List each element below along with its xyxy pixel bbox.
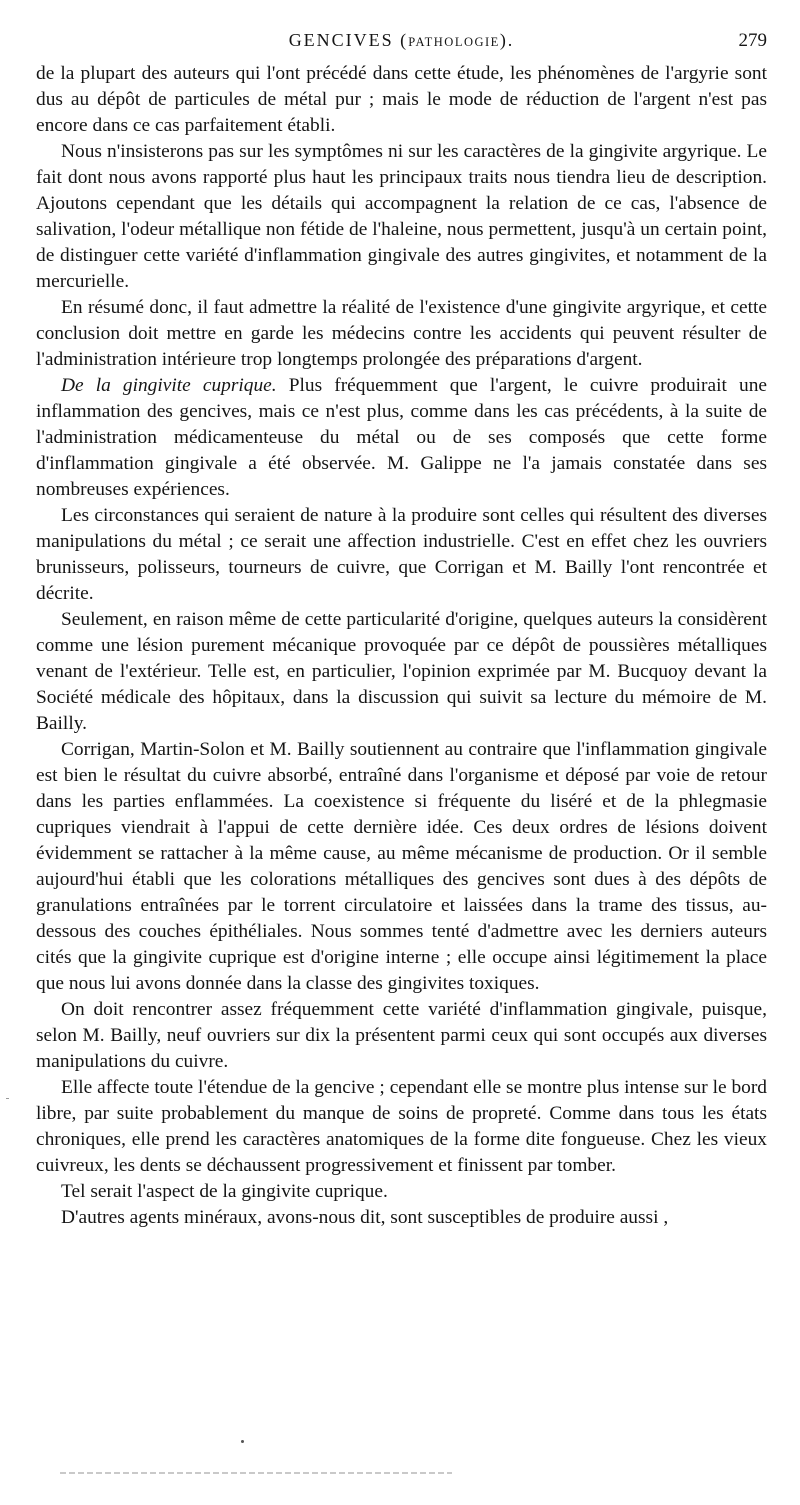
body-text [36, 61, 767, 1231]
section-heading-gingivite-cuprique: De la gingivite cuprique. [61, 375, 277, 396]
paragraph-7: Corrigan, Martin-Solon et M. Bailly soutiennent au contraire que l'inflammation gingivale est bien le résultat du cuivre absorbé, entraîné dans l'organisme et déposé par voie de retour dans les parties enflammées. La coexistence si fréquente du liséré et de la phlegmasie cupriques viendrait à l'appui de cette dernière idée. Ces deux ordres de lésions doivent évidemment se rattacher à la même cause, au même mécanisme de production. Or il semble aujourd'hui établi que les colorations métalliques des gencives sont dues à des dépôts de granulations entraînées par le torrent circulatoire et laissées dans la trame des tissus, au-dessous des couches épithéliales. Nous sommes tenté d'admettre avec les derniers auteurs cités que la gingivite cuprique est d'origine interne ; elle occupe ainsi légitimement la place que nous lui avons donnée dans la classe des gingivites toxiques. [36, 739, 767, 994]
running-title [36, 30, 767, 51]
running-title-main: GENCIVES ( [288, 30, 409, 50]
paragraph-1: de la plupart des auteurs qui l'ont précédé dans cette étude, les phénomènes de l'argyrie sont dus au dépôt de particules de métal pur ; mais le mode de réduction de l'argent n'est pas encore dans ce cas parfaitement établi. [36, 63, 767, 136]
bleed-through-line [60, 1472, 452, 1474]
margin-speck [6, 1098, 9, 1099]
paragraph-5: Les circonstances qui seraient de nature à la produire sont celles qui résultent des diverses manipulations du métal ; ce serait une affection industrielle. C'est en effet chez les ouvriers brunisseurs, polisseurs, tourneurs de cuivre, que Corrigan et M. Bailly l'ont rencontrée et décrite. [36, 505, 767, 604]
paragraph-10: Tel serait l'aspect de la gingivite cuprique. [61, 1181, 388, 1202]
paragraph-2: Nous n'insisterons pas sur les symptômes ni sur les caractères de la gingivite argyrique. Le fait dont nous avons rapporté plus haut les principaux traits nous tiendra lieu de description. Ajoutons cependant que les détails qui accompagnent la relation de ce cas, l'absence de salivation, l'odeur métallique non fétide de l'haleine, nous permettent, jusqu'à un certain point, de distinguer cette variété d'inflammation gingivale des autres gingivites, et notamment de la mercurielle. [36, 141, 767, 292]
paragraph-9: Elle affecte toute l'étendue de la gencive ; cependant elle se montre plus intense sur le bord libre, par suite probablement du manque de soins de propreté. Comme dans tous les états chroniques, elle prend les caractères anatomiques de la forme dite fongueuse. Chez les vieux cuivreux, les dents se déchaussent progressivement et finissent par tomber. [36, 1077, 767, 1176]
paragraph-11: D'autres agents minéraux, avons-nous dit, sont susceptibles de produire aussi , [61, 1207, 669, 1228]
paragraph-4-text: Plus fréquemment que l'argent, le cuivre produirait une inflammation des gencives, mais ce n'est plus, comme dans les cas précédents, à la suite de l'administration médicamenteuse du métal ou de ses composés que cette forme d'inflammation gingivale a été observée. M. Galippe ne l'a jamais constatée dans ses nombreuses expériences. [36, 375, 768, 500]
running-title-smallcaps: PATHOLOGIE [408, 35, 500, 49]
print-dot [241, 1440, 244, 1443]
running-title-close: ). [499, 30, 515, 50]
paragraph-3: En résumé donc, il faut admettre la réalité de l'existence d'une gingivite argyrique, et cette conclusion doit mettre en garde les médecins contre les accidents qui peuvent résulter de l'administration intérieure trop longtemps prolongée des préparations d'argent. [36, 297, 767, 370]
page-number: 279 [738, 30, 767, 51]
paragraph-6: Seulement, en raison même de cette particularité d'origine, quelques auteurs la considèrent comme une lésion purement mécanique provoquée par ce dépôt de poussières métalliques venant de l'extérieur. Telle est, en particulier, l'opinion exprimée par M. Bucquoy devant la Société médicale des hôpitaux, dans la discussion qui suivit sa lecture du mémoire de M. Bailly. [36, 609, 767, 734]
paragraph-8: On doit rencontrer assez fréquemment cette variété d'inflammation gingivale, puisque, selon M. Bailly, neuf ouvriers sur dix la présentent parmi ceux qui sont occupés aux diverses manipulations du cuivre. [36, 999, 767, 1072]
paragraph-4 [36, 373, 767, 503]
running-head [36, 30, 767, 56]
